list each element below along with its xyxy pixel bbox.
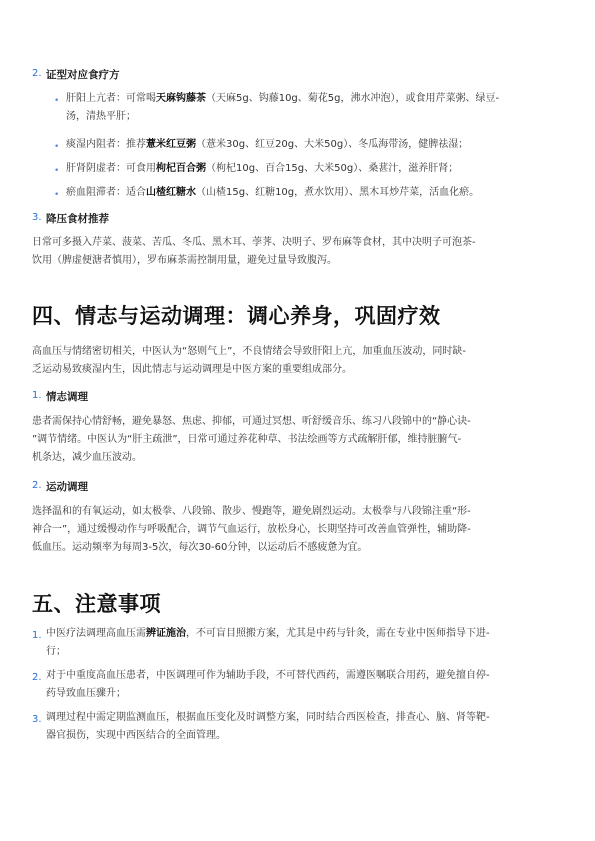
list-number: 2. <box>32 68 42 79</box>
list-item-continuation: 器官损伤，实现中西医结合的全面管理。 <box>46 730 226 741</box>
list-number: 1. <box>32 630 42 641</box>
list-item-continuation: 汤，清热平肝； <box>66 111 136 122</box>
list-number: 3. <box>32 714 42 725</box>
subsection-heading: 证型对应食疗方 <box>46 69 120 81</box>
paragraph-line: 患者需保持心情舒畅，避免暴怒、焦虑、抑郁，可通过冥想、听舒缓音乐、练习八段锦中的“静心诀- <box>32 416 471 427</box>
list-item: 对于中重度高血压患者，中医调理可作为辅助手段，不可替代西药，需遵医嘱联合用药，避免擅自停- <box>46 670 490 681</box>
paragraph-line: ”调节情绪。中医认为“肝主疏泄”，日常可通过养花种草、书法绘画等方式疏解肝郁，维持脏腑气- <box>32 434 462 445</box>
list-number: 2. <box>32 480 42 491</box>
list-item: 痰湿内阻者：推荐薏米红豆粥（薏米30g、红豆20g、大米50g）、冬瓜海带汤，健脾祛湿； <box>66 139 469 150</box>
list-item-continuation: 药导致血压骤升； <box>46 688 126 699</box>
section-title: 五、注意事项 <box>32 592 161 616</box>
paragraph-line: 机条达，减少血压波动。 <box>32 452 142 463</box>
bullet-icon: • <box>54 96 60 106</box>
list-item: 瘀血阻滞者：适合山楂红糖水（山楂15g、红糖10g，煮水饮用）、黑木耳炒芹菜，活血化瘀。 <box>66 187 480 198</box>
bullet-icon: • <box>54 142 60 152</box>
paragraph-line: 日常可多摄入芹菜、菠菜、苦瓜、冬瓜、黑木耳、荸荠、决明子、罗布麻等食材，其中决明子可泡茶- <box>32 237 476 248</box>
bullet-icon: • <box>54 166 60 176</box>
paragraph-line: 高血压与情绪密切相关，中医认为“怒则气上”，不良情绪会导致肝阳上亢，加重血压波动，同时缺- <box>32 346 466 357</box>
paragraph-line: 神合一”，通过缓慢动作与呼吸配合，调节气血运行，放松身心，长期坚持可改善血管弹性，辅助降- <box>32 524 471 535</box>
paragraph-line: 选择温和的有氧运动，如太极拳、八段锦、散步、慢跑等，避免剧烈运动。太极拳与八段锦注重“形- <box>32 506 471 517</box>
bullet-icon: • <box>54 190 60 200</box>
list-number: 2. <box>32 672 42 683</box>
paragraph-line: 乏运动易致痰湿内生，因此情志与运动调理是中医方案的重要组成部分。 <box>32 364 352 375</box>
list-number: 1. <box>32 390 42 401</box>
section-title: 四、情志与运动调理：调心养身，巩固疗效 <box>32 304 441 328</box>
list-number: 3. <box>32 212 42 223</box>
list-item: 中医疗法调理高血压需辨证施治，不可盲目照搬方案，尤其是中药与针灸，需在专业中医师指导下进- <box>46 628 490 639</box>
list-item: 肝阳上亢者：可常喝天麻钩藤茶（天麻5g、钩藤10g、菊花5g，沸水冲泡），或食用芹菜粥、绿豆- <box>66 93 500 104</box>
subsection-heading: 情志调理 <box>46 391 88 403</box>
subsection-heading: 降压食材推荐 <box>46 213 109 225</box>
paragraph-line: 饮用（脾虚便溏者慎用），罗布麻茶需控制用量，避免过量导致腹泻。 <box>32 255 337 266</box>
list-item: 肝肾阴虚者：可食用枸杞百合粥（枸杞10g、百合15g、大米50g）、桑葚汁，滋养肝肾； <box>66 163 459 174</box>
subsection-heading: 运动调理 <box>46 481 88 493</box>
paragraph-line: 低血压。运动频率为每周3-5次，每次30-60分钟，以运动后不感疲惫为宜。 <box>32 542 368 553</box>
list-item-continuation: 行； <box>46 646 66 657</box>
list-item: 调理过程中需定期监测血压，根据血压变化及时调整方案，同时结合西医检查，排查心、脑、肾等靶- <box>46 712 490 723</box>
